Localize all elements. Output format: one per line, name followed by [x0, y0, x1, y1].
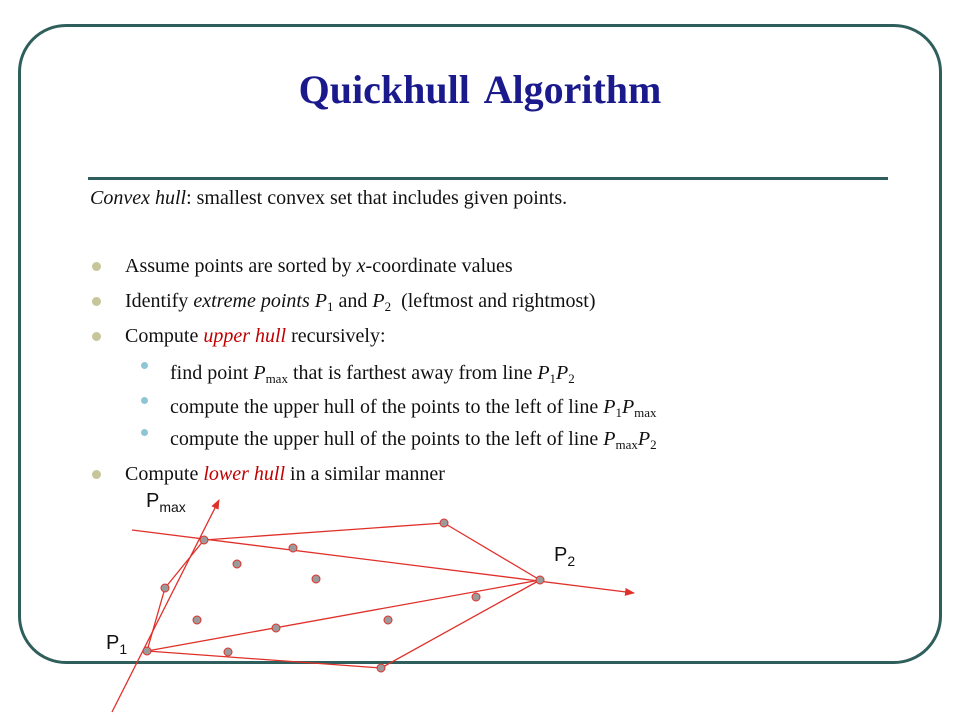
- label-p1-sub: 1: [119, 641, 128, 657]
- subbullet-2-text-b: P: [603, 396, 616, 418]
- subbullet-1-text-a: find point: [170, 362, 254, 384]
- subbullet-3-text-a: compute the upper hull of the points to the left of line: [170, 428, 604, 450]
- point-g: [193, 616, 201, 624]
- bullet-3-text-c: recursively:: [286, 325, 386, 347]
- label-p2-sub: 2: [567, 553, 576, 569]
- label-pmax: [146, 490, 186, 513]
- label-p2: [554, 544, 575, 567]
- bullet-2-sub-b: 1: [326, 299, 334, 314]
- bullet-4-text-b: lower hull: [203, 463, 286, 485]
- label-p2-main: P: [554, 544, 568, 566]
- subbullet-2-sub-b: 1: [615, 405, 622, 420]
- bullet-1-text-b: x: [356, 255, 366, 277]
- label-pmax-sub: max: [159, 499, 186, 515]
- bullet-2-text-c: and: [333, 290, 373, 312]
- bullet-2-text-e: (leftmost and rightmost): [391, 290, 596, 312]
- line-p1-p2: [147, 580, 540, 651]
- point-p2: [536, 576, 544, 584]
- definition-term: Convex hull: [90, 187, 187, 209]
- point-p1: [143, 647, 151, 655]
- point-b: [440, 519, 448, 527]
- bullet-3-text-a: Compute: [125, 325, 204, 347]
- hull-edge-5: [147, 651, 381, 668]
- label-pmax-main: P: [146, 490, 160, 512]
- label-p1-main: P: [106, 632, 120, 654]
- bullet-4-text-c: in a similar manner: [285, 463, 445, 485]
- line-p1-pmax: [112, 500, 219, 712]
- point-e: [161, 584, 169, 592]
- hull-edge-1: [165, 540, 204, 588]
- subbullet-1-sub-d: 1: [549, 371, 557, 386]
- subbullet-2-text-c: P: [621, 396, 635, 418]
- definition-text: : smallest convex set that includes given points.: [186, 187, 568, 209]
- subbullet-3-text-c: P: [637, 428, 651, 450]
- subbullet-1-sub-b: max: [265, 371, 288, 386]
- hull-edge-6: [381, 580, 540, 668]
- slide-title: Quickhull Algorithm: [298, 67, 662, 112]
- hull-edge-2: [147, 588, 165, 651]
- subbullet-1-text-e: P: [556, 362, 569, 384]
- bullet-4-text-a: Compute: [125, 463, 204, 485]
- subbullet-2-text-a: compute the upper hull of the points to the left of line: [170, 396, 604, 418]
- hull-edge-3: [204, 523, 444, 540]
- subbullet-3-sub-c: 2: [650, 437, 657, 452]
- point-a: [289, 544, 297, 552]
- label-p1: [106, 632, 127, 655]
- subbullet-3-sub-b: max: [615, 437, 638, 452]
- subbullet-1-text-c: that is farthest away from line: [287, 362, 538, 384]
- point-d: [312, 575, 320, 583]
- bullet-1-text-a: Assume points are sorted by: [125, 255, 357, 277]
- bullet-3-text-b: upper hull: [203, 325, 287, 347]
- point-k: [377, 664, 385, 672]
- subbullet-1-text-d: P: [537, 362, 550, 384]
- point-pmax: [200, 536, 208, 544]
- bullet-2-text-d: P: [372, 290, 385, 312]
- bullet-2-sub-d: 2: [384, 299, 392, 314]
- subbullet-1-sub-e: 2: [568, 371, 575, 386]
- bullet-2-text-a: Identify: [125, 290, 194, 312]
- point-f: [472, 593, 480, 601]
- bullet-2-text-b: extreme points P: [193, 290, 327, 312]
- subbullet-2-sub-c: max: [634, 405, 657, 420]
- subbullet-3-text-b: P: [603, 428, 616, 450]
- subbullet-1-text-b: P: [253, 362, 266, 384]
- point-i: [384, 616, 392, 624]
- point-j: [224, 648, 232, 656]
- bullet-1-text-c: -coordinate values: [365, 255, 513, 277]
- point-c: [233, 560, 241, 568]
- point-h: [272, 624, 280, 632]
